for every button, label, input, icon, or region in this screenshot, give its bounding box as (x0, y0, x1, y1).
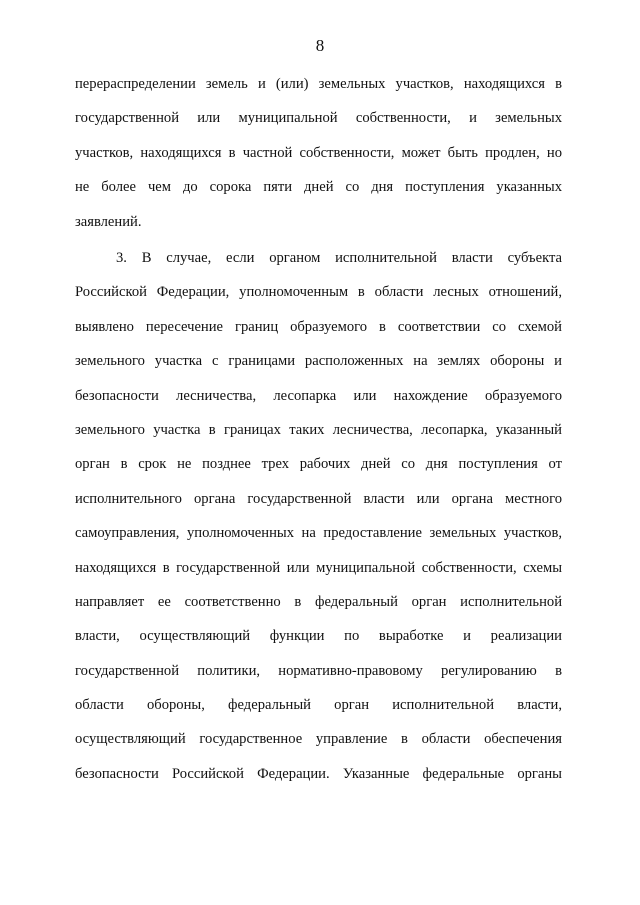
text-line: Российской Федерации, уполномоченным в области лесных отношений, (75, 284, 562, 301)
page-number: 8 (315, 36, 325, 55)
paragraph-clause-3 (75, 248, 562, 798)
text-line: орган в срок не позднее трех рабочих дней со дня поступления от (75, 456, 562, 473)
text-line: безопасности лесничества, лесопарка или нахождение образуемого (75, 387, 562, 404)
text-line: 3. В случае, если органом исполнительной власти субъекта (116, 250, 562, 266)
text-line: государственной политики, нормативно-правовому регулированию в (75, 662, 562, 679)
text-line: участков, находящихся в частной собственности, может быть продлен, но (75, 144, 562, 161)
text-line: исполнительного органа государственной власти или органа местного (75, 490, 562, 507)
text-line: находящихся в государственной или муниципальной собственности, схемы (75, 559, 562, 576)
text-line: безопасности Российской Федерации. Указанные федеральные органы (75, 765, 562, 782)
text-line: перераспределении земель и (или) земельных участков, находящихся в (75, 76, 562, 92)
text-line: направляет ее соответственно в федеральный орган исполнительной (75, 593, 562, 610)
text-line: самоуправления, уполномоченных на предоставление земельных участков, (75, 525, 562, 542)
paragraph-continued (75, 74, 562, 246)
text-line: власти, осуществляющий функции по выработке и реализации (75, 628, 562, 645)
text-line: не более чем до сорока пяти дней со дня поступления указанных (75, 179, 562, 196)
text-line: заявлений. (75, 213, 142, 230)
text-line: земельного участка в границах таких лесничества, лесопарка, указанный (75, 421, 562, 438)
text-line: государственной или муниципальной собственности, и земельных (75, 110, 562, 127)
text-line: осуществляющий государственное управление в области обеспечения (75, 731, 562, 748)
text-line: земельного участка с границами расположенных на землях обороны и (75, 353, 562, 370)
text-line: выявлено пересечение границ образуемого в соответствии со схемой (75, 318, 562, 335)
text-line: области обороны, федеральный орган исполнительной власти, (75, 697, 562, 714)
